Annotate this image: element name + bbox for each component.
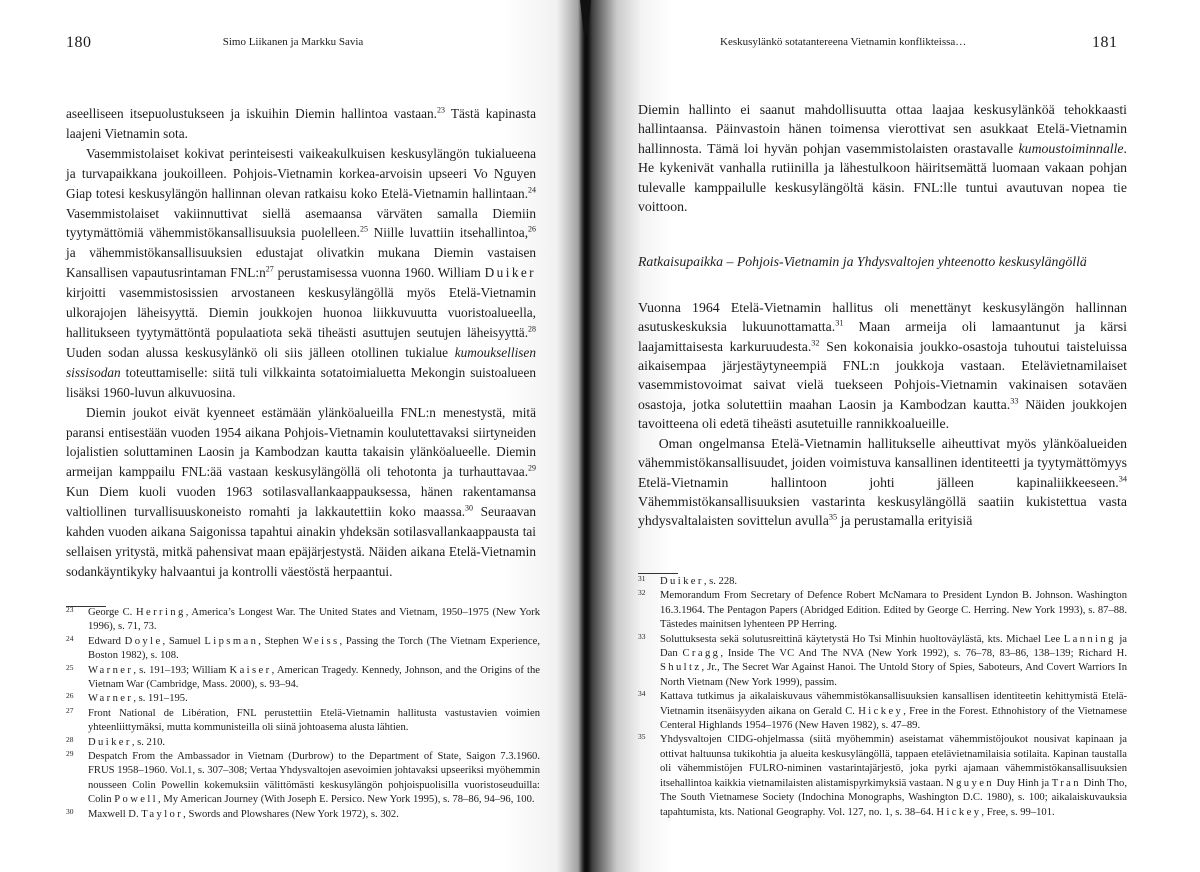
author-name: Powell — [114, 794, 159, 806]
text-run: , Stephen — [258, 635, 303, 647]
author-name: Duiker — [660, 576, 704, 587]
text-run: Seuraavan kahden vuoden aikana Saigonissa tapahtui ainakin yhdeksän sotilasvallankaappausta tai sellaisen yritystä, mitkä pahensivat maan epäjärjestystä. Näiden aikana Etelä-Vietnamin sodankäyntikyky halvaantui ja kontrolli väestöstä herpaantui. — [66, 504, 536, 579]
footnote-ref: 30 — [465, 503, 474, 513]
author-name: Taylor — [141, 808, 184, 820]
author-name: Nguyen — [946, 777, 994, 789]
text-run: Kun Diem kuoli vuoden 1963 sotilasvallankaappauksessa, hänen rakentamansa valtiollinen turvallisuuskoneisto romahti ja lakkautettiin koko maassa. — [66, 484, 536, 520]
footnotes — [638, 575, 1127, 820]
author-name: Hickey — [936, 806, 982, 818]
text-run: Front National de Libération, FNL perustettiin Etelä-Vietnamin hallitusta vastustavien voimien yhteenliittymäksi, mutta kommunisteilla oli siinä johtoasema alusta lähtien. — [88, 707, 540, 734]
text-run: , s. 191–193; William — [133, 664, 230, 676]
footnote — [638, 690, 1127, 733]
footnote-number: 23 — [66, 605, 74, 614]
footnote-ref: 28 — [528, 324, 536, 334]
paragraph — [66, 104, 536, 144]
text-run: , America’s Longest War. The United States and Vietnam, 1950–1975 (New York 1996), s. 71, 73. — [88, 607, 540, 633]
author-name: Hickey — [858, 705, 904, 717]
text-run: Dinh Tho, The South Vietnamese Society (Indochina Monographs, Washington D.C. 1980), s. 100; aikalaiskuvauksia tapahtumista, kts. National Geography. Vol. 127, no. 1, s. 38–64. — [660, 777, 1128, 818]
author-name: Lanning — [1063, 633, 1116, 645]
footnote — [66, 808, 540, 822]
body-paragraphs-top — [638, 100, 1127, 216]
footnote-ref: 32 — [811, 338, 820, 348]
text-run: , Inside The VC And The NVA (New York 1992), s. 76–78, 83–86, 138–139; Richard H. — [720, 648, 1127, 660]
running-head: Simo Liikanen ja Markku Savia — [222, 36, 364, 48]
footnote-ref: 35 — [828, 512, 838, 522]
text-run: , Free, s. 99–101. — [981, 806, 1055, 818]
footnote-number: 35 — [638, 732, 646, 742]
author-name: Warner — [88, 664, 134, 676]
section-heading: Ratkaisupaikka – Pohjois-Vietnamin ja Yhdysvaltojen yhteenotto keskusylängöllä — [638, 254, 1087, 270]
footnote-number: 34 — [638, 689, 646, 699]
italic-term: kumoustoiminnalle — [1018, 140, 1124, 156]
text-run: , Jr., The Secret War Against Hanoi. The Untold Story of Spies, Saboteurs, And Covert Warriors In North Vietnam (New York 1999), passim. — [660, 662, 1127, 688]
text-run: . He kykenivät vanhalla rutiinilla ja lähestulkoon häiritsemättä luomaan vakaan pohjan tulevalle kamppailulle keskusylängöltä käsin. FNL:lle tuntui avautuvan nopea tie voittoon. — [638, 140, 1127, 215]
footnote — [638, 633, 1127, 691]
text-run: Memorandum From Secretary of Defence Robert McNamara to President Lyndon B. Johnson. Washington 16.3.1964. The Pentagon Papers (Abridged Edition. Edited by George C. Herring. New York 1993), s. 87–88. Tästedes mainitsen lyhenteen PP Herring. — [660, 590, 1127, 631]
paragraph — [66, 144, 536, 403]
italic-term: kumouksellisen sissisodan — [66, 344, 536, 380]
text-run: , s. 228. — [703, 576, 738, 587]
text-run: George C. — [88, 607, 136, 618]
footnote-ref: 29 — [528, 463, 536, 473]
text-run: Diemin hallinto ei saanut mahdollisuutta ottaa laajaa keskusylänköä tehokkaasti hallintaansa. Päinvastoin hänen toimensa vierottivat sen asukkaat Etelä-Vietnamin hallinnosta. Tämä loi hyvän pohjan vasemmistolaisten orastavalle — [638, 102, 1127, 156]
footnote-number: 26 — [66, 691, 74, 701]
footnote-ref: 31 — [835, 318, 844, 328]
text-run: , American Tragedy. Kennedy, Johnson, and the Origins of the Vietnam War (Cambridge, Mass. 2000), s. 93–94. — [88, 664, 540, 691]
footnote-number: 31 — [638, 574, 646, 583]
paragraph — [638, 298, 1127, 434]
author-name: Shultz — [660, 662, 702, 674]
page-number: 180 — [66, 34, 92, 51]
text-run: Despatch From the Ambassador in Vietnam (Durbrow) to the Department of State, Saigon 7.3.1960. FRUS 1958–1960. Vol.1, s. 307–308; Vertaa Yhdysvaltojen asevoimien johtavaksi upseeriksi myöhemmin nousseen Colin Powellin kokemuksiin välittömästi keskusylängön pohjoispuolisilla vuoristoseuduilla: Colin — [88, 751, 540, 806]
text-run: Vasemmistolaiset vakiinnuttivat siellä asemaansa värväten samalla Diemiin tyytymättömiä vähemmistökansallisuuksia puolelleen. — [66, 205, 536, 241]
footnotes — [66, 606, 540, 822]
text-run: Niille luvattiin itsehallintoa, — [367, 225, 529, 241]
text-run: Edward — [88, 635, 125, 647]
text-run: Sen kokonaisia joukko-osastoja tuhoutui taisteluissa aikaisempaa järjestäytyneempiä FNL:n joukkoja vastaan. Etelävietnamilaiset vasemmistovoimat saivat vielä tuekseen Pohjois-Vietnamin vakinaisen sotaväen osastoja, jotka solutettiin maahan Laosin ja Kambodzan kautta. — [638, 338, 1127, 412]
footnote-ref: 27 — [265, 264, 274, 274]
text-run: , My American Journey (With Joseph E. Persico. New York 1995), s. 78–86, 94–96, 100. — [158, 794, 535, 806]
footnote-ref: 23 — [437, 105, 445, 115]
footnote — [66, 664, 540, 693]
footnote-ref: 26 — [528, 225, 537, 235]
text-run: Vuonna 1964 Etelä-Vietnamin hallitus oli menettänyt keskusylängön hallinnan asutuskeskuksia lukuunottamatta. — [638, 299, 1127, 335]
footnote — [66, 692, 540, 706]
text-run: ja Dan — [660, 633, 1127, 660]
footnote-ref: 34 — [1118, 473, 1127, 483]
footnote-number: 32 — [638, 588, 646, 598]
text-run: Maxwell D. — [88, 808, 142, 820]
text-run: ja perustamalla erityisiä — [837, 513, 973, 529]
paragraph — [638, 100, 1127, 216]
footnote-ref: 25 — [359, 225, 368, 235]
right-page — [586, 0, 1200, 872]
text-run: Näiden joukkojen tavoitteena oli edetä tiheästi asutetuille rannikkoalueille. — [638, 396, 1128, 432]
text-run: Vähemmistökansallisuuksien vastarinta keskusylängöllä saatiin kukistettua vasta yhdysvaltalaisten sovittelun avulla — [638, 493, 1127, 529]
body-text — [66, 104, 536, 582]
text-run: Uuden sodan alussa keskusylänkö oli siis jälleen otollinen tukialue — [66, 344, 455, 360]
footnote — [66, 635, 540, 664]
footnote-number: 25 — [66, 662, 74, 672]
footnote-ref: 24 — [528, 185, 536, 195]
text-run: Soluttuksesta sekä solutusreittinä käytetystä Ho Tsi Minhin huoltoväylästä, kts. Michael Lee — [660, 633, 1064, 645]
footnote — [66, 736, 540, 750]
footnote — [66, 750, 540, 808]
text-run: , Swords and Plowshares (New York 1972), s. 302. — [183, 808, 399, 820]
book-gutter — [578, 0, 592, 872]
footnote-number: 28 — [66, 734, 74, 744]
text-run: Tästä kapinasta laajeni Vietnamin sota. — [66, 106, 537, 141]
text-run: aseelliseen itsepuolustukseen ja iskuihin Diemin hallintoa vastaan. — [66, 106, 437, 121]
author-name: Weiss — [302, 635, 340, 647]
text-run: Kattava tutkimus ja aikalaiskuvaus vähemmistökansallisuuksien kansallisen identiteetin kehittymistä Etelä-Vietnamin itsenäisyyden aikana on Gerald C. — [660, 691, 1127, 717]
footnote-number: 33 — [638, 631, 646, 641]
author-name: Kaiser — [229, 664, 272, 676]
text-run: ja vähemmistökansallisuuksien edustajat olivatkin mukana Diemin vastaisen Kansallisen vapautusrintaman FNL:n — [66, 245, 536, 281]
author-name: Doyle — [124, 635, 163, 647]
footnote-ref: 33 — [1010, 396, 1019, 406]
footnote-number: 30 — [66, 806, 74, 816]
text-run: Diemin joukot eivät kyenneet estämään ylänköalueilla FNL:n menestystä, mitä paransi entisestään vuoden 1954 aikana Pohjois-Vietnamin koulutettavaksi siirtyneiden lojalistien soluttaminen Laosin ja Kambodzan kautta takaisin ylänköalueelle. Diemin armeijan kamppailu FNL:ää vastaan keskusylängöllä oli tehotonta ja turhauttavaa. — [66, 404, 536, 480]
text-run: Yhdysvaltojen CIDG-ohjelmassa (siitä myöhemmin) aseistamat vähemmistöjoukot nousivat kapinaan ja ottivat haltuunsa tukikohtia ja alueita keskusylängöllä, tappaen etelävietnamilaisia sotilaita. Kapinan taustalla oli vähemmistöjen FULRO-niminen vastarintajärjestö, joka pyrki ajamaan vähemmistökansallisuuksien itsehallintoa kaikkia vietnamilaisten alistamispyrkimyksiä vastaan. — [660, 734, 1127, 789]
footnote-number: 24 — [66, 633, 74, 643]
body-paragraphs — [66, 104, 536, 582]
footnote-number: 27 — [66, 705, 74, 715]
author-name: Cragg — [682, 648, 721, 660]
text-run: Maan armeija oli lamaantunut ja kärsi laajamittaisesta karkuruudesta. — [638, 319, 1127, 354]
text-run: , s. 191–195. — [133, 693, 188, 705]
text-run: Duy Hinh ja — [994, 777, 1052, 789]
paragraph — [638, 434, 1127, 531]
footnote-number: 29 — [66, 749, 74, 759]
author-name: Lipsman — [204, 635, 259, 647]
footnote — [638, 589, 1127, 632]
footnote — [638, 575, 1127, 589]
left-page — [0, 0, 586, 872]
footnote — [66, 707, 540, 736]
text-run: perustamisessa vuonna 1960. William — [273, 265, 485, 281]
text-run: , s. 210. — [131, 736, 166, 748]
author-name: Herring — [135, 607, 186, 618]
text-run: , Passing the Torch (The Vietnam Experience, Boston 1982), s. 108. — [88, 635, 540, 662]
text-run: toteuttamiselle: siitä tuli vilkkainta sotatoimialuetta Mekongin suistoalueen lisäksi 1960-luvun alkuvuosina. — [66, 364, 536, 400]
author-name: Warner — [88, 693, 134, 705]
body-paragraphs-bottom — [638, 298, 1127, 531]
text-run: kirjoitti vasemmistosissien arvostaneen keskusylängöllä myös Etelä-Vietnamin ulkorajojen läheisyyttä. Diemin joukkojen huonoa liikkuvuutta vuoristoalueella, hallitukseen tyytymättöntä populaatiota sekä tiheästi asuttujen seutujen läheisyyttä. — [66, 285, 536, 340]
body-text — [638, 100, 1127, 531]
text-run: Oman ongelmansa Etelä-Vietnamin hallitukselle aiheuttivat myös ylänköalueiden vähemmistökansallisuudet, joiden voimistuva kansallinen identiteetti ja tyytymättömyys Etelä-Vietnamin hallintoon johti jälleen kapinaliikkeeseen. — [638, 435, 1127, 490]
running-head: Keskusylänkö sotatantereena Vietnamin konflikteissa… — [720, 36, 967, 48]
author-name: Tran — [1051, 777, 1081, 789]
text-run: , Free in the Forest. Ethnohistory of the Vietnamese Centeral Highlands 1954–1976 (New Haven 1982), s. 47–89. — [660, 705, 1127, 732]
paragraph — [66, 403, 536, 582]
text-run: Vasemmistolaiset kokivat perinteisesti vaikeakulkuisen keskusylängön tukialueena ja turvapaikkana joukoilleen. Pohjois-Vietnamin korkea-arvoisin upseeri Vo Nguyen Giap totesi keskusylängön hallinnan olevan ratkaisu koko Etelä-Vietnamin hallintaan. — [66, 145, 536, 201]
footnote — [66, 606, 540, 635]
author-name: Duiker — [88, 736, 132, 748]
text-run: , Samuel — [162, 635, 205, 647]
author-name: Duiker — [484, 265, 536, 281]
footnote — [638, 733, 1127, 819]
page-number: 181 — [1092, 34, 1118, 51]
